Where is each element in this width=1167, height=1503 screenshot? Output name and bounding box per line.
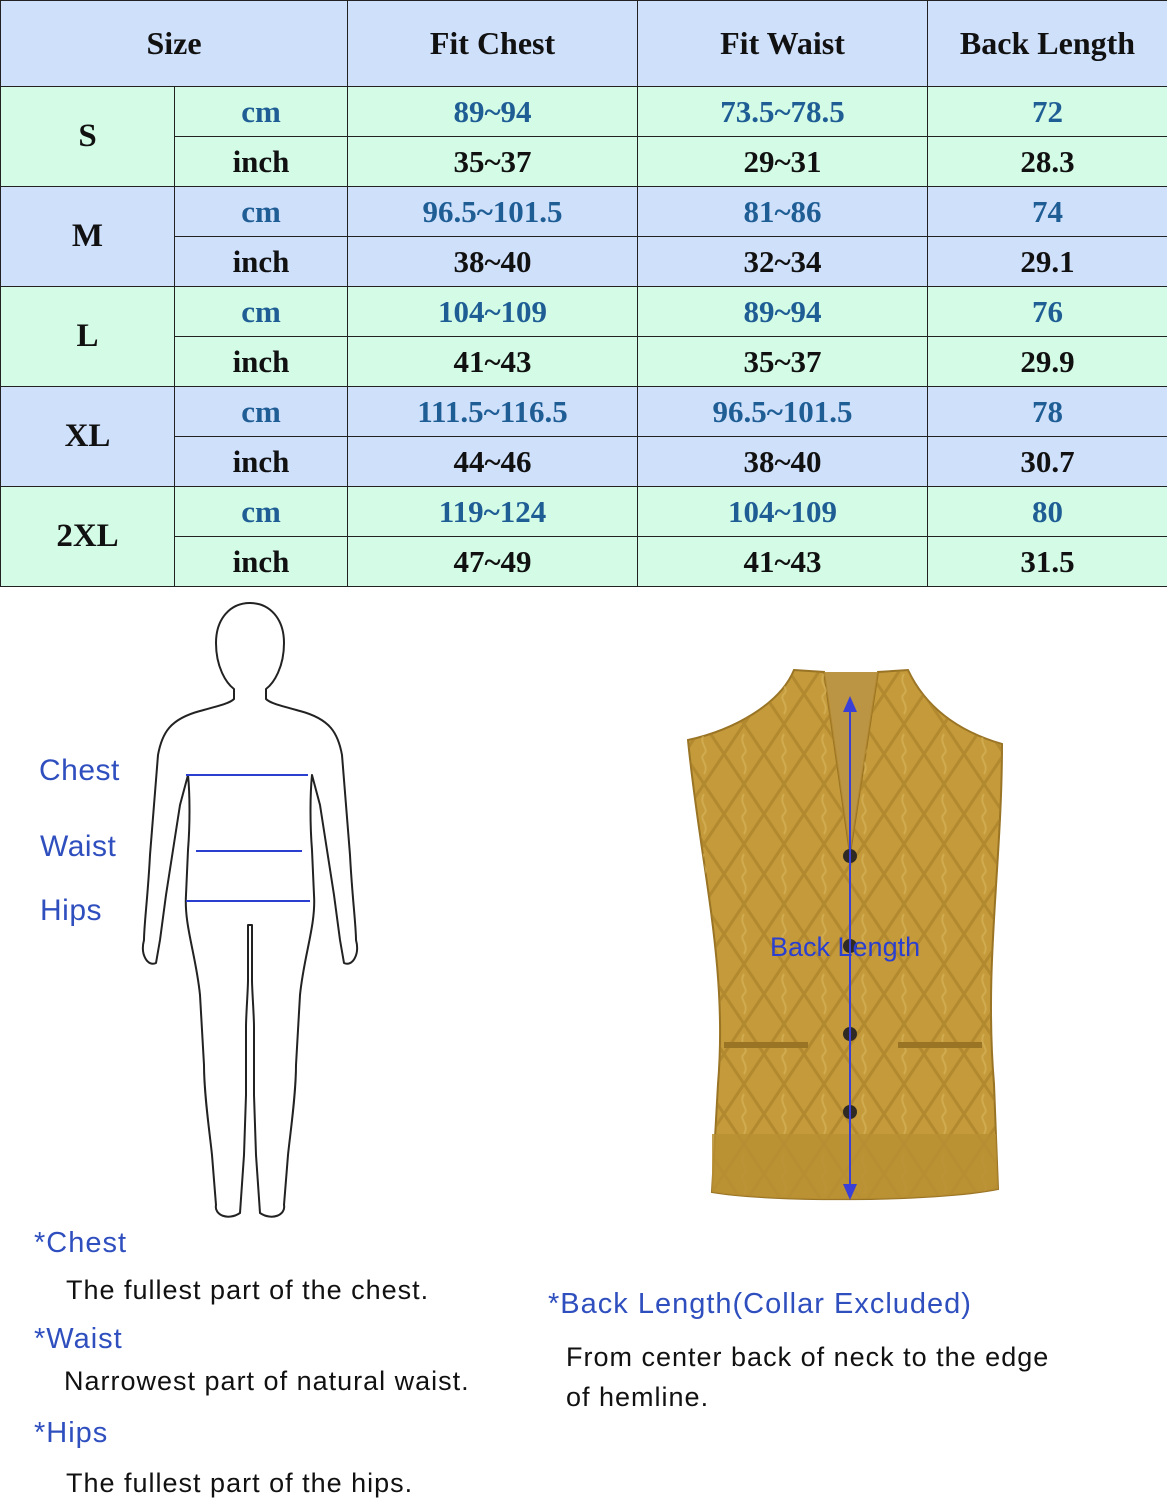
header-size: Size: [1, 1, 348, 87]
hips-definition-text: The fullest part of the hips.: [66, 1463, 413, 1503]
hips-definition-title: *Hips: [34, 1417, 108, 1450]
chest-value: 96.5~101.5: [348, 187, 638, 237]
chest-value: 89~94: [348, 87, 638, 137]
back-length-definition-text-line2: of hemline.: [566, 1377, 709, 1417]
chest-value: 111.5~116.5: [348, 387, 638, 437]
size-label: XL: [1, 387, 175, 487]
waist-value: 73.5~78.5: [638, 87, 928, 137]
header-back-length: Back Length: [928, 1, 1167, 87]
back-length-definition-title: *Back Length(Collar Excluded): [548, 1288, 972, 1321]
back-length-value: 78: [928, 387, 1167, 437]
chest-value: 119~124: [348, 487, 638, 537]
unit-cell: cm: [175, 287, 348, 337]
header-fit-waist: Fit Waist: [638, 1, 928, 87]
unit-cell: inch: [175, 237, 348, 287]
back-length-value: 28.3: [928, 137, 1167, 187]
waist-value: 35~37: [638, 337, 928, 387]
waist-value: 81~86: [638, 187, 928, 237]
chest-value: 38~40: [348, 237, 638, 287]
waist-value: 38~40: [638, 437, 928, 487]
waist-definition-title: *Waist: [34, 1323, 123, 1356]
table-row: [1, 537, 1167, 587]
unit-cell: cm: [175, 387, 348, 437]
back-length-value: 29.1: [928, 237, 1167, 287]
unit-cell: cm: [175, 87, 348, 137]
chest-value: 44~46: [348, 437, 638, 487]
table-row: [1, 287, 1167, 337]
size-label: L: [1, 287, 175, 387]
unit-cell: inch: [175, 337, 348, 387]
table-row: [1, 137, 1167, 187]
size-label: 2XL: [1, 487, 175, 587]
back-length-value: 76: [928, 287, 1167, 337]
chest-value: 41~43: [348, 337, 638, 387]
waist-value: 41~43: [638, 537, 928, 587]
body-chest-label: Chest: [39, 754, 120, 788]
body-waist-label: Waist: [40, 830, 116, 864]
unit-cell: inch: [175, 437, 348, 487]
waist-value: 32~34: [638, 237, 928, 287]
unit-cell: inch: [175, 537, 348, 587]
size-label: M: [1, 187, 175, 287]
chest-value: 47~49: [348, 537, 638, 587]
chest-value: 104~109: [348, 287, 638, 337]
back-length-label: Back Length: [770, 932, 920, 963]
waist-value: 96.5~101.5: [638, 387, 928, 437]
table-row: [1, 437, 1167, 487]
unit-cell: inch: [175, 137, 348, 187]
back-length-value: 30.7: [928, 437, 1167, 487]
size-chart-table: [0, 0, 1167, 587]
chest-definition-text: The fullest part of the chest.: [66, 1270, 429, 1310]
unit-cell: cm: [175, 187, 348, 237]
chest-definition-title: *Chest: [34, 1227, 127, 1260]
back-length-value: 74: [928, 187, 1167, 237]
back-length-value: 29.9: [928, 337, 1167, 387]
table-row: [1, 87, 1167, 137]
back-length-value: 72: [928, 87, 1167, 137]
header-fit-chest: Fit Chest: [348, 1, 638, 87]
waist-definition-text: Narrowest part of natural waist.: [64, 1361, 470, 1401]
back-length-value: 31.5: [928, 537, 1167, 587]
waist-value: 104~109: [638, 487, 928, 537]
body-hips-label: Hips: [40, 894, 102, 928]
table-row: [1, 487, 1167, 537]
back-length-value: 80: [928, 487, 1167, 537]
table-row: [1, 237, 1167, 287]
unit-cell: cm: [175, 487, 348, 537]
size-label: S: [1, 87, 175, 187]
back-length-definition-text-line1: From center back of neck to the edge: [566, 1337, 1049, 1377]
table-row: [1, 387, 1167, 437]
chest-value: 35~37: [348, 137, 638, 187]
human-body-outline: [130, 595, 370, 1230]
waist-value: 89~94: [638, 287, 928, 337]
table-row: [1, 187, 1167, 237]
waist-value: 29~31: [638, 137, 928, 187]
table-header-row: [1, 1, 1167, 87]
table-row: [1, 337, 1167, 387]
